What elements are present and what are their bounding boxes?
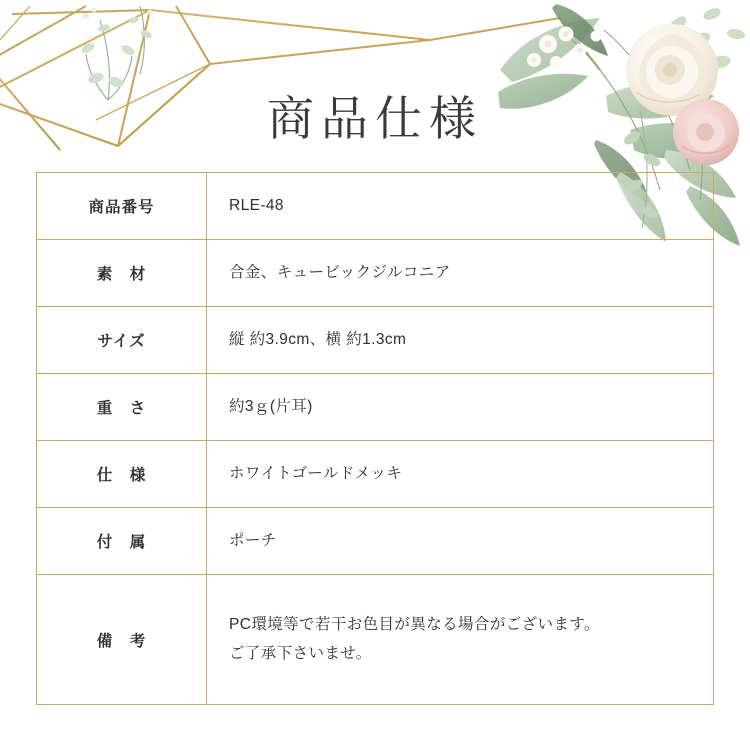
spec-label: 仕 様 (37, 441, 207, 508)
spec-label: 重 さ (37, 374, 207, 441)
spec-label: 付 属 (37, 508, 207, 575)
spec-value-line: 約3ｇ(片耳) (229, 397, 313, 415)
table-row (37, 374, 714, 441)
page-title: 商品仕様 (267, 94, 483, 146)
spec-value (207, 508, 714, 575)
spec-label: 素 材 (37, 240, 207, 307)
table-row (37, 575, 714, 705)
spec-value (207, 441, 714, 508)
table-row (37, 173, 714, 240)
spec-value (207, 307, 714, 374)
table-row (37, 307, 714, 374)
spec-value (207, 240, 714, 307)
spec-value-line: RLE-48 (229, 196, 284, 214)
table-row (37, 441, 714, 508)
spec-value (207, 575, 714, 705)
table-row (37, 508, 714, 575)
spec-value-line: ホワイトゴールドメッキ (229, 464, 403, 482)
spec-label: 備 考 (37, 575, 207, 705)
table-row (37, 240, 714, 307)
spec-value (207, 374, 714, 441)
spec-value-line: PC環境等で若干お色目が異なる場合がございます。 (229, 615, 600, 633)
spec-value-line: 合金、キュービックジルコニア (229, 263, 451, 281)
product-spec-table (36, 172, 714, 705)
spec-value (207, 173, 714, 240)
spec-label: 商品番号 (37, 173, 207, 240)
spec-label: サイズ (37, 307, 207, 374)
wildflower-sprigs (527, 27, 602, 69)
spec-value-line: ポーチ (229, 531, 277, 549)
spec-value-line: ご了承下さいませ。 (229, 644, 372, 662)
spec-value-line: 縦 約3.9cm、横 約1.3cm (229, 330, 407, 348)
